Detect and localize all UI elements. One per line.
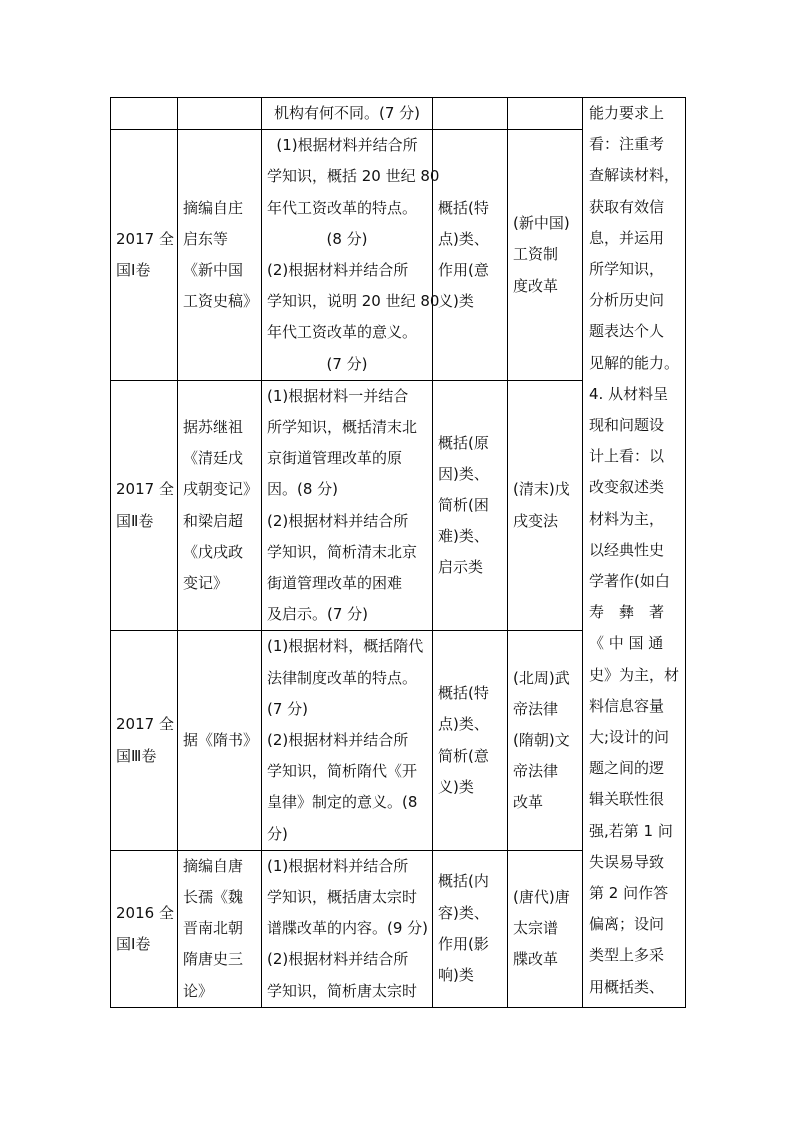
question-line: 街道管理改革的困难 — [267, 574, 403, 593]
source-line: 晋南北朝 — [183, 919, 244, 938]
source-line: 摘编自唐 — [183, 856, 244, 875]
side-note-line: 大;设计的问 — [589, 728, 670, 747]
question-line: 学知识，简析隋代《开 — [267, 762, 418, 781]
question-line: (1)根据材料，概括隋代 — [267, 637, 424, 656]
type-line: 容)类、 — [438, 903, 489, 922]
source-line: 据苏继祖 — [183, 418, 244, 437]
topic-cell — [508, 380, 583, 631]
history-exam-table — [110, 97, 686, 1008]
type-line: 启示类 — [438, 558, 484, 577]
type-line: 概括(特 — [438, 198, 489, 217]
question-line: 学知识，简析清末北京 — [267, 542, 418, 561]
exam-line: 国Ⅱ卷 — [116, 511, 154, 530]
source-line: 据《隋书》 — [183, 731, 259, 750]
source-line: 和梁启超 — [183, 511, 244, 530]
side-note-line: 分析历史问 — [589, 291, 665, 310]
source-line: 变记》 — [183, 574, 229, 593]
side-note-line: 偏离；设问 — [589, 915, 665, 934]
exam-line: 2017 全 — [116, 715, 174, 734]
source-line: 长孺《魏 — [183, 888, 244, 907]
side-note-line: 能力要求上 — [589, 104, 665, 122]
exam-cell — [111, 380, 178, 631]
topic-line: 戌变法 — [513, 511, 559, 530]
side-note-line: 强,若第 1 问 — [589, 821, 673, 840]
topic-line: 改革 — [513, 793, 544, 812]
type-line: 难)类、 — [438, 527, 489, 546]
side-note-line: 4. 从材料呈 — [589, 384, 669, 403]
exam-line: 国Ⅰ卷 — [116, 934, 151, 953]
question-line: 机构有何不同。(7 分) — [273, 104, 421, 122]
type-cell — [433, 380, 508, 631]
question-line: (2)根据材料并结合所 — [267, 950, 409, 969]
side-note-line: 寿 彝 著 — [589, 603, 665, 622]
topic-cell — [508, 98, 583, 130]
side-note-line: 史》为主，材 — [589, 665, 680, 684]
source-line: 启东等 — [183, 229, 229, 248]
side-note-line: 《 中 国 通 — [589, 634, 664, 653]
question-line: (2)根据材料并结合所 — [267, 261, 409, 280]
topic-cell — [508, 631, 583, 850]
side-note-line: 材料为主， — [589, 509, 665, 528]
source-cell — [178, 98, 262, 130]
source-line: 《戊戌政 — [183, 542, 244, 561]
source-line: 隋唐史三 — [183, 950, 244, 969]
topic-line: 工资制 — [513, 245, 559, 264]
question-line: 所学知识，概括清末北 — [267, 418, 418, 437]
side-note-line: 题之间的逻 — [589, 759, 665, 778]
type-line: 概括(原 — [438, 433, 489, 452]
source-line: 摘编自庄 — [183, 198, 244, 217]
exam-line: 2017 全 — [116, 229, 174, 248]
question-line: 京街道管理改革的原 — [267, 449, 403, 468]
question-line: (7 分) — [267, 699, 309, 718]
question-line: 及启示。(7 分) — [267, 605, 369, 624]
topic-cell — [508, 130, 583, 381]
question-line: (8 分) — [326, 229, 368, 248]
source-line: 《清廷戊 — [183, 449, 244, 468]
question-line: 法律制度改革的特点。 — [267, 668, 418, 687]
side-note-line: 看：注重考 — [589, 135, 665, 154]
type-line: 概括(内 — [438, 872, 489, 891]
side-note-line: 现和问题设 — [589, 416, 665, 435]
question-line: 学知识，简析唐太宗时 — [267, 981, 418, 1000]
question-line: 年代工资改革的意义。 — [267, 323, 418, 342]
type-line: 义)类 — [438, 292, 474, 311]
side-note-line: 获取有效信 — [589, 197, 665, 216]
type-line: 概括(特 — [438, 684, 489, 703]
side-note-line: 查解读材料， — [589, 166, 680, 185]
topic-line: 度改革 — [513, 276, 559, 295]
source-cell — [178, 130, 262, 381]
question-line: 因。(8 分) — [267, 480, 339, 499]
exam-cell — [111, 850, 178, 1007]
question-cell — [262, 631, 433, 850]
side-note-line: 失误易导致 — [589, 852, 665, 871]
topic-line: (新中国) — [513, 214, 570, 233]
question-line: (1)根据材料并结合所 — [267, 856, 409, 875]
topic-line: (清末)戊 — [513, 480, 570, 499]
exam-line: 2017 全 — [116, 480, 174, 499]
exam-line: 国Ⅰ卷 — [116, 261, 151, 280]
topic-line: 牒改革 — [513, 950, 559, 969]
question-line: 学知识，概括 20 世纪 80 — [267, 167, 440, 186]
exam-cell — [111, 98, 178, 130]
type-line: 因)类、 — [438, 464, 489, 483]
question-line: (1)根据材料一并结合 — [267, 386, 409, 405]
topic-line: 帝法律 — [513, 762, 559, 781]
side-note-line: 料信息容量 — [589, 696, 665, 715]
question-line: (2)根据材料并结合所 — [267, 731, 409, 750]
topic-line: (北周)武 — [513, 668, 570, 687]
question-line: (2)根据材料并结合所 — [267, 511, 409, 530]
topic-cell — [508, 850, 583, 1007]
topic-line: 太宗谱 — [513, 919, 559, 938]
question-line: 学知识，概括唐太宗时 — [267, 888, 418, 907]
type-line: 作用(意 — [438, 261, 489, 280]
topic-line: (唐代)唐 — [513, 888, 570, 907]
side-note-line: 息，并运用 — [589, 228, 665, 247]
type-cell — [433, 98, 508, 130]
side-note-line: 计上看：以 — [589, 447, 665, 466]
source-cell — [178, 380, 262, 631]
question-cell — [262, 130, 440, 381]
side-note-line: 见解的能力。 — [589, 353, 680, 372]
source-line: 论》 — [183, 981, 214, 1000]
question-line: 分) — [267, 824, 288, 843]
question-line: 谱牒改革的内容。(9 分) — [267, 919, 429, 938]
type-line: 点)类、 — [438, 715, 489, 734]
source-line: 戌朝变记》 — [183, 480, 259, 499]
source-line: 《新中国 — [183, 261, 244, 280]
type-line: 响)类 — [438, 966, 474, 985]
type-line: 点)类、 — [438, 229, 489, 248]
side-note-line: 学著作(如白 — [589, 572, 670, 591]
type-line: 简析(意 — [438, 746, 489, 765]
side-note-line: 以经典性史 — [589, 540, 665, 559]
exam-line: 国Ⅲ卷 — [116, 746, 157, 765]
side-note-line: 改变叙述类 — [589, 478, 665, 497]
side-note-line: 类型上多采 — [589, 946, 665, 965]
type-line: 义)类 — [438, 777, 474, 796]
type-line: 简析(困 — [438, 496, 489, 515]
question-line: 年代工资改革的特点。 — [267, 198, 418, 217]
question-line: 皇律》制定的意义。(8 — [267, 793, 418, 812]
exam-cell — [111, 631, 178, 850]
question-line: (7 分) — [326, 354, 368, 373]
side-note-line: 用概括类、 — [589, 977, 665, 996]
question-cell — [262, 98, 433, 130]
question-line: 学知识，说明 20 世纪 80 — [267, 292, 440, 311]
exam-line: 2016 全 — [116, 903, 174, 922]
side-note-line: 第 2 问作答 — [589, 884, 669, 903]
question-line: (1)根据材料并结合所 — [276, 136, 418, 155]
side-note-line: 所学知识， — [589, 260, 665, 279]
table-row — [111, 98, 686, 130]
source-line: 工资史稿》 — [183, 292, 259, 311]
question-cell — [262, 850, 433, 1007]
type-cell — [433, 130, 508, 381]
side-note-line: 题表达个人 — [589, 322, 665, 341]
exam-cell — [111, 130, 178, 381]
source-cell — [178, 631, 262, 850]
question-cell — [262, 380, 433, 631]
type-cell — [433, 631, 508, 850]
topic-line: (隋朝)文 — [513, 731, 570, 750]
side-note-cell — [583, 98, 686, 1008]
side-note-line: 辑关联性很 — [589, 790, 665, 809]
source-cell — [178, 850, 262, 1007]
type-cell — [433, 850, 508, 1007]
topic-line: 帝法律 — [513, 699, 559, 718]
type-line: 作用(影 — [438, 934, 489, 953]
